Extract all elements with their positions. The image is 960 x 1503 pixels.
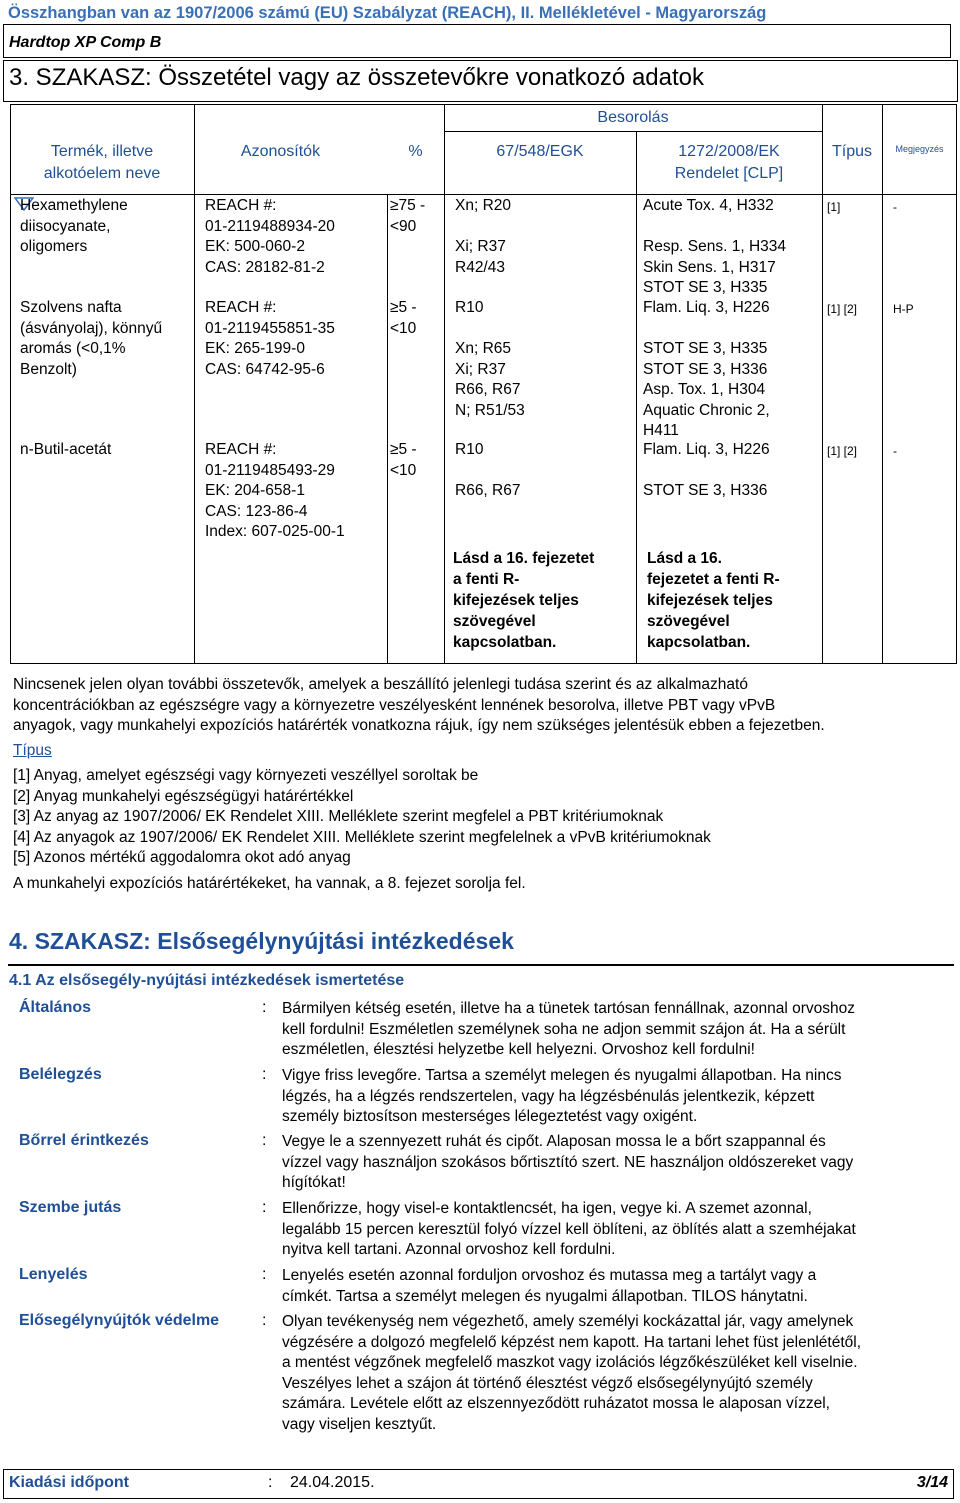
- col-header-eec: 67/548/EGK: [496, 143, 584, 160]
- list-item: [2] Anyag munkahelyi egészségügyi határértékkel: [13, 787, 354, 805]
- first-aid-colon: :: [262, 1199, 267, 1216]
- see-section16-clp: Lásd a 16. fejezetet a fenti R- kifejezések teljes szövegével kapcsolatban.: [647, 550, 780, 651]
- table-row-1-type: [1]: [827, 200, 841, 214]
- col-header-identifiers: Azonosítók: [240, 143, 321, 160]
- table-row-3-clp: Flam. Liq. 3, H226 STOT SE 3, H336: [643, 441, 770, 499]
- table-row-3-eec: R10 R66, R67: [455, 441, 521, 499]
- first-aid-text-ingestion: Lenyelés esetén azonnal forduljon orvoshoz és mutassa meg a tartályt vagy a címkét. Tartsa a személyt melegen és nyugalmi állapotban. TILOS hánytatni.: [282, 1267, 817, 1305]
- see-section16-eec: Lásd a 16. fejezetet a fenti R- kifejezések teljes szövegével kapcsolatban.: [453, 550, 595, 651]
- table-row-2-clp: Flam. Liq. 3, H226 STOT SE 3, H335 STOT SE 3, H336 Asp. Tox. 1, H304 Aquatic Chronic 2, H411: [643, 299, 770, 439]
- exposure-note: A munkahelyi expozíciós határértékeket, ha vannak, a 8. fejezet sorolja fel.: [13, 875, 526, 892]
- classification-separator: [444, 131, 823, 132]
- col-divider-3: [444, 104, 445, 664]
- table-row-1-name: Hexamethylene diisocyanate, oligomers: [20, 197, 128, 255]
- first-aid-text-general: Bármilyen kétség esetén, illetve ha a tünetek tartósan fennállnak, azonnal orvoshoz kell fordulni! Eszméletlen személynek soha ne adjon semmit szájon át. Ha a sérült eszméletlen, élesztési helyzetbe kell helyezni. Orvoshoz kell fordulni!: [282, 1000, 855, 1058]
- first-aid-label-responders: Elősegélynyújtók védelme: [19, 1312, 220, 1329]
- col-header-percent: %: [408, 143, 423, 160]
- first-aid-label-skin: Bőrrel érintkezés: [19, 1132, 149, 1149]
- col-header-product: Termék, illetve alkotóelem neve: [43, 143, 161, 182]
- type-notes-list: [13, 766, 711, 869]
- first-aid-text-eyes: Ellenőrizze, hogy visel-e kontaktlencsét, ha igen, vegye ki. A szemet azonnal, legalább 15 percen keresztül folyó vízzel kell öblíteni, az öblítés alatt a szemhéjakat nyitva kell tartani. Azonnal orvoshoz kell fordulni.: [282, 1200, 856, 1258]
- table-row-2-name: Szolvens nafta (ásványolaj), könnyű aromás (<0,1% Benzolt): [20, 299, 163, 378]
- table-row-3-note: -: [893, 444, 897, 458]
- footer: [3, 1469, 954, 1499]
- table-row-1-note: -: [893, 200, 897, 214]
- col-divider-6: [882, 104, 883, 664]
- table-row-3-type: [1] [2]: [827, 444, 858, 458]
- issue-date-label: Kiadási időpont: [9, 1474, 129, 1491]
- col-header-note: Megjegyzés: [895, 144, 944, 154]
- section4-title: 4. SZAKASZ: Elsősegélynyújtási intézkedések: [9, 928, 514, 954]
- table-row-3-percent: ≥5 - <10: [390, 441, 417, 479]
- list-item: [5] Azonos mértékű aggodalomra okot adó anyag: [13, 849, 351, 866]
- regulation-title: Összhangban van az 1907/2006 számú (EU) Szabályzat (REACH), II. Mellékletével - Magyarország: [8, 4, 767, 22]
- list-item: [4] Az anyagok az 1907/2006/ EK Rendelet XIII. Melléklete szerint megfelelnek a vPvB kritériumoknak: [13, 828, 711, 846]
- first-aid-label-inhalation: Belélegzés: [19, 1066, 102, 1083]
- table-row-1-ids: REACH #: 01-2119488934-20 EK: 500-060-2 CAS: 28182-81-2: [205, 197, 335, 276]
- table-row-3-name: n-Butil-acetát: [20, 441, 112, 458]
- list-item: [3] Az anyag az 1907/2006/ EK Rendelet XIII. Melléklete szerint megfelel a PBT kritériumoknak: [13, 808, 664, 825]
- first-aid-text-responders: Olyan tevékenység nem végezhető, amely személyi kockázattal jár, vagy amelynek végzésére a dolgozó megfelelő képzést nem kapott. Ha tartani lehet füst jelenlététől, a mentést végzőnek megfelelő maszkot vagy izolációs légzőkészüléket kell viselnie. Veszélyes lehet a szájon át történő élesztést végző elsősegélynyújtó személy számára. Levétele előtt az elszennyeződött ruházatot mossa le alaposan vízzel, vagy viseljen kesztyűt.: [282, 1313, 862, 1433]
- table-header-separator: [10, 194, 957, 195]
- list-item: [1] Anyag, amelyet egészségi vagy környezeti veszéllyel soroltak be: [13, 767, 479, 784]
- col-header-classification: Besorolás: [597, 109, 669, 126]
- table-row-1-percent: ≥75 - <90: [390, 197, 426, 235]
- table-row-2-type: [1] [2]: [827, 302, 858, 316]
- col-divider-5: [822, 104, 823, 664]
- issue-date-value: 24.04.2015.: [290, 1474, 375, 1491]
- table-row-1-eec: Xn; R20 Xi; R37 R42/43: [455, 197, 512, 276]
- first-aid-colon: :: [262, 1266, 267, 1283]
- type-heading: Típus: [13, 742, 52, 759]
- section4-subtitle: 4.1 Az elsősegély-nyújtási intézkedések ismertetése: [9, 972, 405, 989]
- table-row-2-percent: ≥5 - <10: [390, 299, 417, 337]
- table-row-2-eec: R10 Xn; R65 Xi; R37 R66, R67 N; R51/53: [455, 299, 525, 419]
- issue-date-colon: :: [268, 1474, 273, 1491]
- col-divider-4: [636, 131, 637, 664]
- first-aid-label-eyes: Szembe jutás: [19, 1199, 122, 1216]
- first-aid-colon: :: [262, 1066, 267, 1083]
- first-aid-text-inhalation: Vigye friss levegőre. Tartsa a személyt melegen és nyugalmi állapotban. Ha nincs légzés, ha a légzés rendszertelen, vagy ha légzésbénulás jelentkezik, képzett személy biztosítson mesterséges lélegeztetést vagy oxigént.: [282, 1067, 842, 1125]
- first-aid-colon: :: [262, 1312, 267, 1329]
- section3-title: 3. SZAKASZ: Összetétel vagy az összetevőkre vonatkozó adatok: [9, 64, 705, 91]
- table-row-2-ids: REACH #: 01-2119455851-35 EK: 265-199-0 CAS: 64742-95-6: [205, 299, 335, 378]
- first-aid-colon: :: [262, 1132, 267, 1149]
- section4-underline: [8, 964, 954, 966]
- page-number: 3/14: [916, 1474, 948, 1491]
- table-row-2-note: H-P: [893, 302, 914, 316]
- no-further-ingredients-note: Nincsenek jelen olyan további összetevők, amelyek a beszállító jelenlegi tudása szerint és az alkalmazható koncentrációkban az egészségre vagy a környezetre veszélyesként lennének besorolva, illetve PBT vagy vPvB anyagok, vagy munkahelyi expozíciós határérték vonatkozna rájuk, így nem szükséges jelentésük ebben a fejezetben.: [13, 676, 825, 734]
- col-header-clp: 1272/2008/EK Rendelet [CLP]: [674, 143, 784, 182]
- product-name: Hardtop XP Comp B: [9, 34, 162, 51]
- first-aid-colon: :: [262, 999, 267, 1016]
- first-aid-label-general: Általános: [19, 999, 92, 1016]
- table-row-3-ids: REACH #: 01-2119485493-29 EK: 204-658-1 CAS: 123-86-4 Index: 607-025-00-1: [205, 441, 345, 540]
- col-header-type: Típus: [831, 143, 872, 160]
- table-row-1-clp: Acute Tox. 4, H332 Resp. Sens. 1, H334 Skin Sens. 1, H317 STOT SE 3, H335: [643, 197, 787, 296]
- first-aid-text-skin: Vegye le a szennyezett ruhát és cipőt. Alaposan mossa le a bőrt szappannal és vízzel vagy használjon szokásos bőrtisztító szert. NE használjon oldószereket vagy hígítókat!: [282, 1133, 854, 1191]
- col-divider-2: [387, 194, 388, 664]
- first-aid-label-ingestion: Lenyelés: [19, 1266, 88, 1283]
- col-divider-1: [194, 104, 195, 664]
